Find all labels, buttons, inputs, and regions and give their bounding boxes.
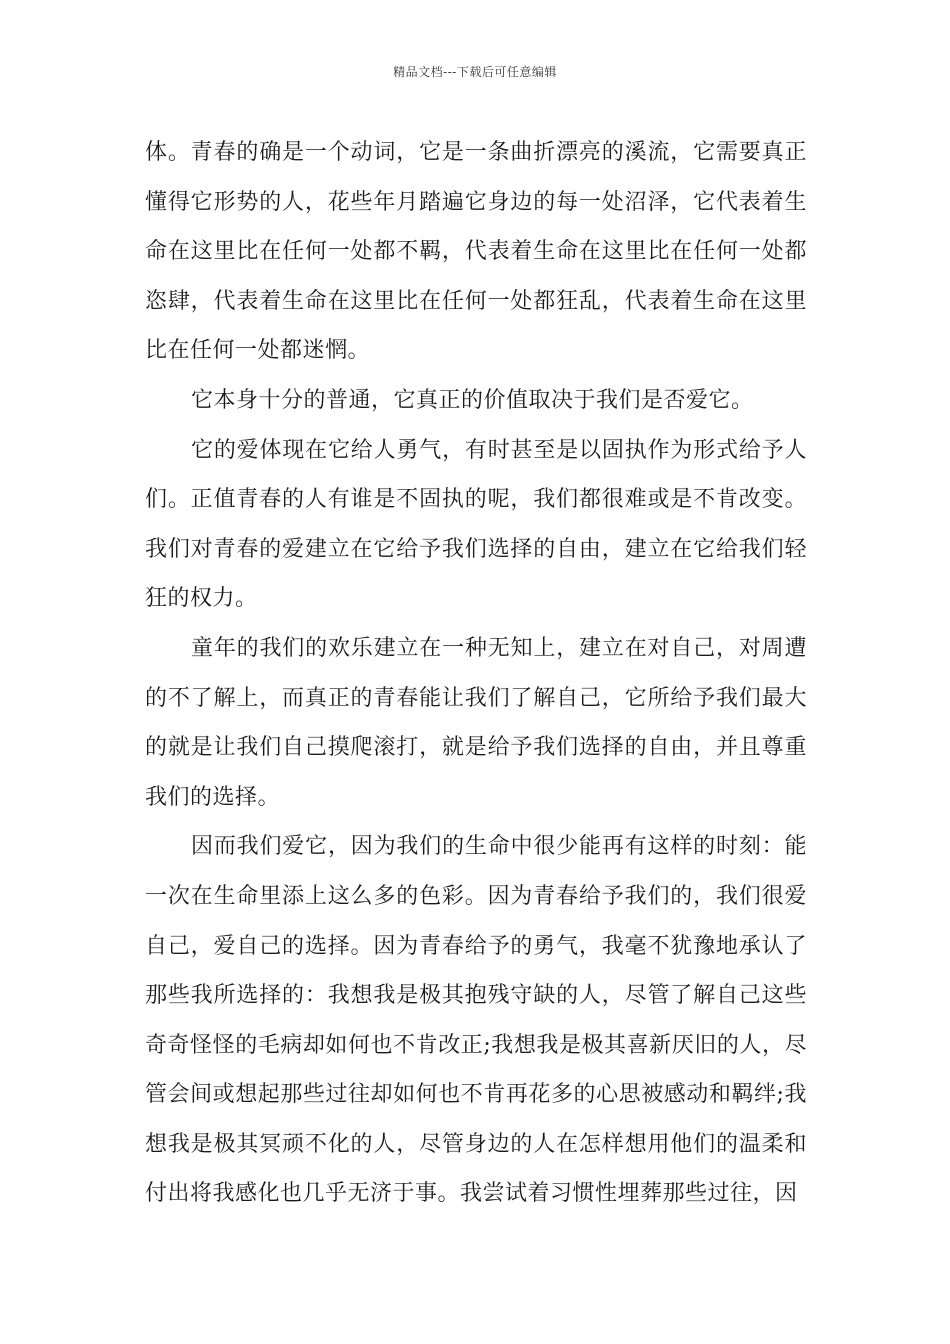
paragraph-5: 因而我们爱它，因为我们的生命中很少能再有这样的时刻：能一次在生命里添上这么多的色彩。因为青春给予我们的，我们很爱自己，爱自己的选择。因为青春给予的勇气，我毫不犹豫地承认了那些我所选择的：我想我是极其抱残守缺的人，尽管了解自己这些奇奇怪怪的毛病却如何也不肯改正;我想我是极其喜新厌旧的人，尽管会间或想起那些过往却如何也不肯再花多的心思被感动和羁绊;我想我是极其冥顽不化的人，尽管身边的人在怎样想用他们的温柔和付出将我感化也几乎无济于事。我尝试着习惯性埋葬那些过往，因 (145, 834, 807, 1207)
paragraph-1: 体。青春的确是一个动词，它是一条曲折漂亮的溪流，它需要真正懂得它形势的人，花些年月踏遍它身边的每一处沼泽，它代表着生命在这里比在任何一处都不羁，代表着生命在这里比在任何一处都恣肆，代表着生命在这里比在任何一处都狂乱，代表着生命在这里比在任何一处都迷惘。 (145, 140, 807, 364)
paragraph-4: 童年的我们的欢乐建立在一种无知上，建立在对自己，对周遭的不了解上，而真正的青春能让我们了解自己，它所给予我们最大的就是让我们自己摸爬滚打，就是给予我们选择的自由，并且尊重我们的选择。 (145, 635, 807, 810)
page-header: 精品文档---下载后可任意编辑 (393, 65, 557, 79)
paragraph-2: 它本身十分的普通，它真正的价值取决于我们是否爱它。 (191, 387, 754, 413)
paragraph-3: 它的爱体现在它给人勇气，有时甚至是以固执作为形式给予人们。正值青春的人有谁是不固执的呢，我们都很难或是不肯改变。我们对青春的爱建立在它给予我们选择的自由，建立在它给我们轻狂的权力。 (145, 437, 807, 612)
document-body (145, 128, 807, 1219)
